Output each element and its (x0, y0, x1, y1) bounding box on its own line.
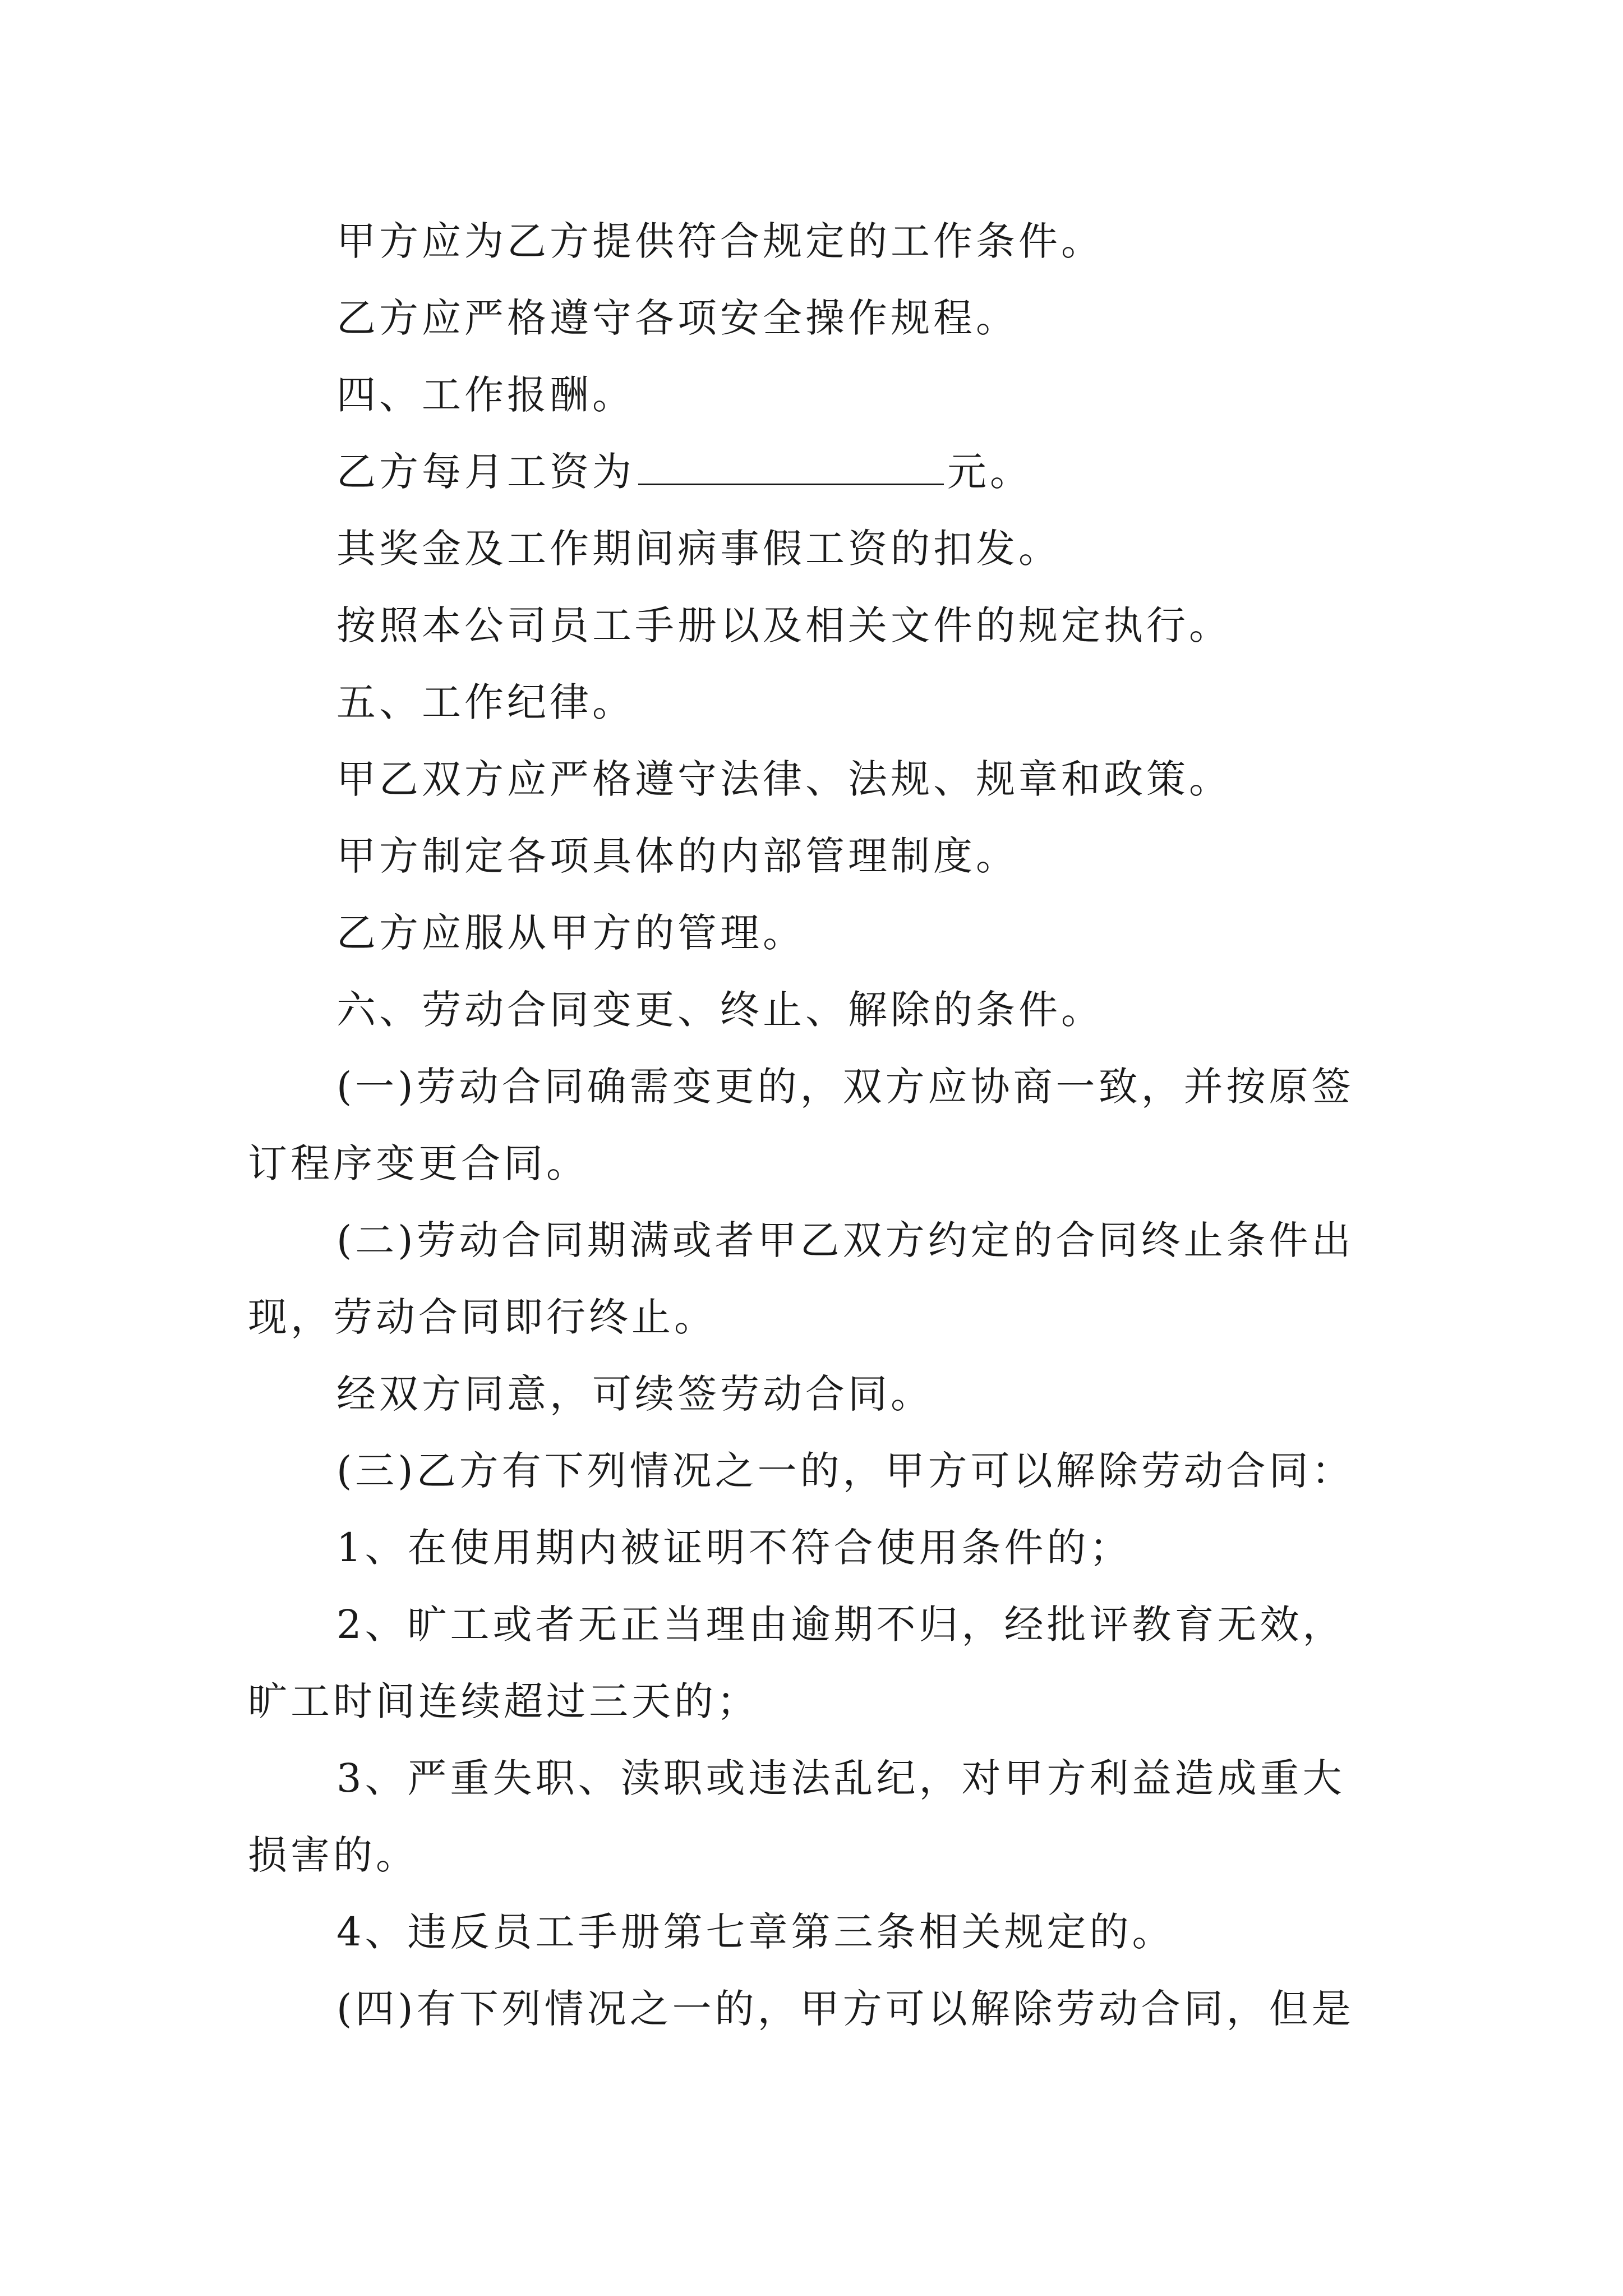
paragraph-line: 现，劳动合同即行终止。 (248, 1294, 717, 1340)
list-item-continuation: 损害的。 (248, 1832, 418, 1878)
paragraph-line: 乙方应严格遵守各项安全操作规程。 (336, 295, 1018, 341)
paragraph-line: 甲方应为乙方提供符合规定的工作条件。 (336, 218, 1104, 264)
paragraph-line: 甲方制定各项具体的内部管理制度。 (336, 833, 1018, 879)
paragraph-line: (三)乙方有下列情况之一的，甲方可以解除劳动合同： (336, 1448, 1354, 1494)
list-item: 4、违反员工手册第七章第三条相关规定的。 (336, 1909, 1175, 1955)
list-item: 3、严重失职、渎职或违法乱纪，对甲方利益造成重大 (336, 1755, 1345, 1801)
list-item: 2、旷工或者无正当理由逾期不归，经批评教育无效， (336, 1602, 1345, 1648)
paragraph-line: (二)劳动合同期满或者甲乙双方约定的合同终止条件出 (336, 1217, 1354, 1263)
paragraph-line: (一)劳动合同确需变更的，双方应协商一致，并按原签 (336, 1064, 1354, 1110)
list-item-continuation: 旷工时间连续超过三天的； (248, 1678, 759, 1724)
paragraph-line: 乙方应服从甲方的管理。 (336, 910, 805, 956)
salary-label: 乙方每月工资为 (336, 449, 635, 495)
paragraph-line: (四)有下列情况之一的，甲方可以解除劳动合同，但是 (336, 1986, 1354, 2032)
paragraph-line: 按照本公司员工手册以及相关文件的规定执行。 (336, 602, 1232, 648)
salary-unit: 元。 (947, 449, 1032, 495)
salary-blank (638, 450, 944, 485)
paragraph-line: 订程序变更合同。 (248, 1140, 589, 1186)
salary-line (336, 445, 1032, 499)
paragraph-line: 其奖金及工作期间病事假工资的扣发。 (336, 526, 1061, 572)
section-heading: 四、工作报酬。 (336, 372, 635, 418)
paragraph-line: 经双方同意，可续签劳动合同。 (336, 1371, 933, 1417)
section-heading: 六、劳动合同变更、终止、解除的条件。 (336, 987, 1104, 1033)
list-item: 1、在使用期内被证明不符合使用条件的； (336, 1525, 1132, 1571)
section-heading: 五、工作纪律。 (336, 679, 635, 725)
paragraph-line: 甲乙双方应严格遵守法律、法规、规章和政策。 (336, 756, 1232, 802)
